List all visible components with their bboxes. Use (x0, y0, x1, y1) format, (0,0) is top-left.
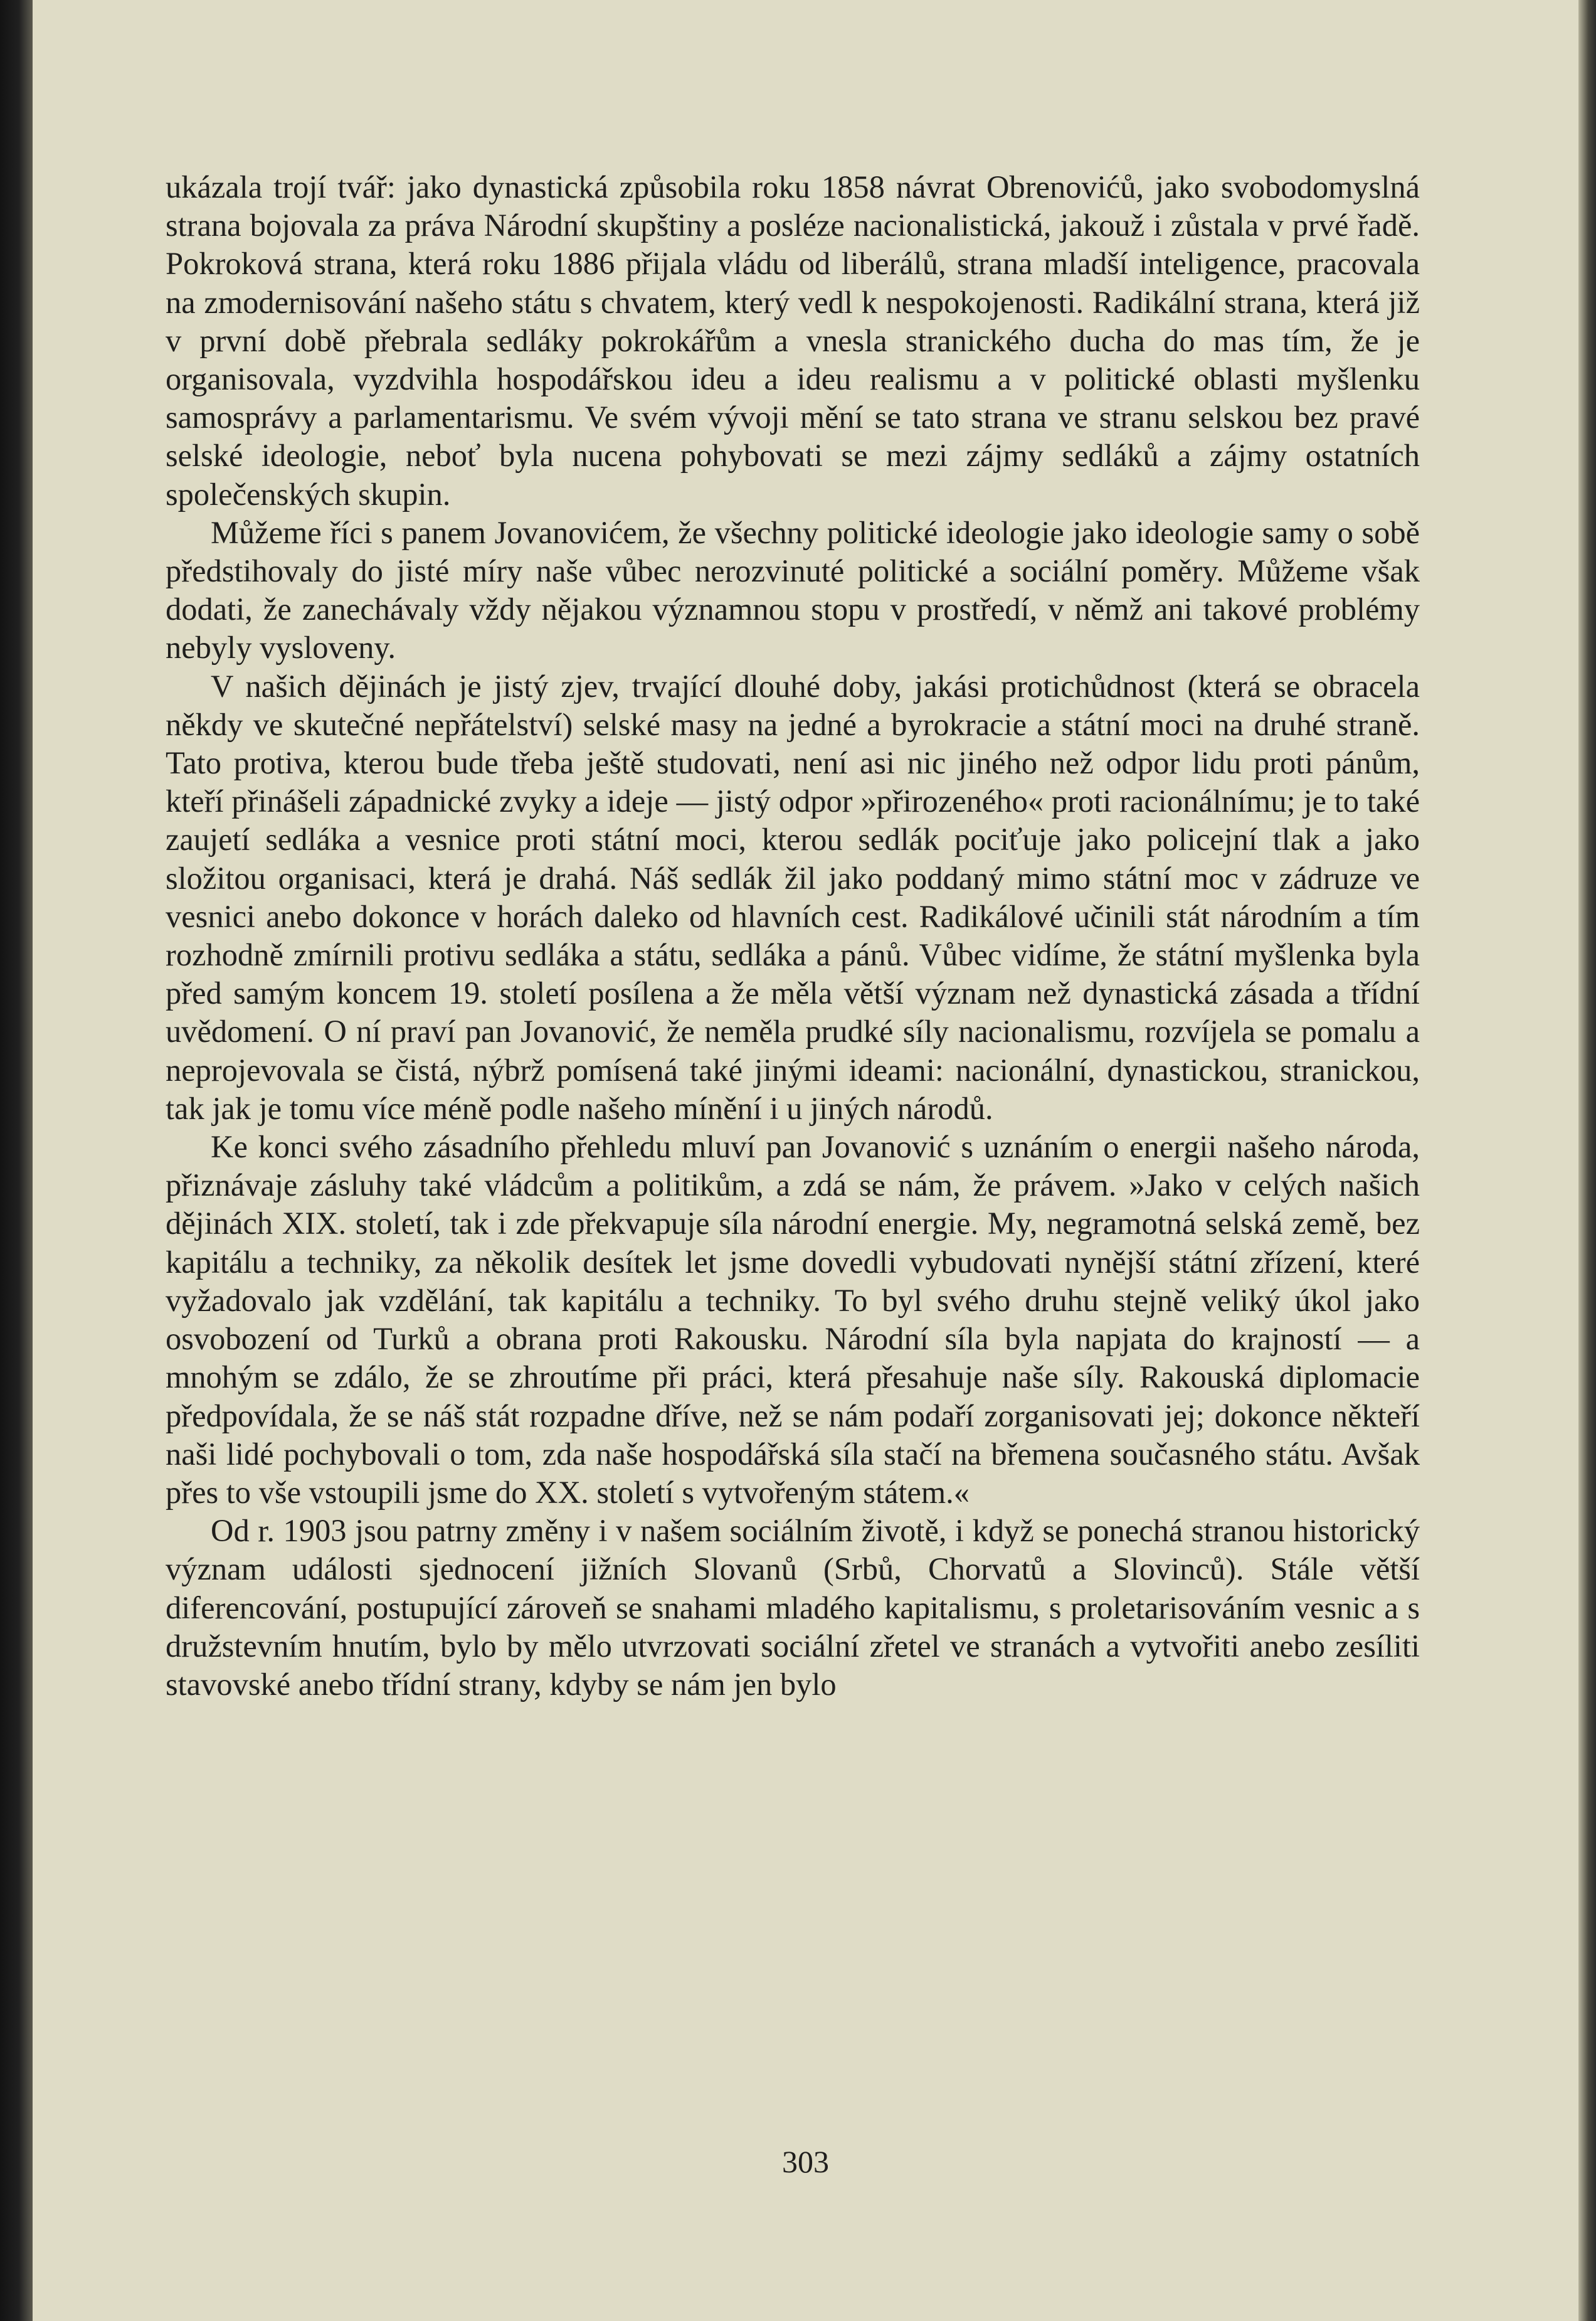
page-number: 303 (782, 2144, 829, 2179)
book-spine-shadow (0, 0, 33, 2321)
book-page (33, 0, 1578, 2321)
paragraph: Můžeme říci s panem Jovanovićem, že všechny politické ideologie jako ideologie samy o sobě předstihovaly do jisté míry naše vůbec nerozvinuté politické a sociální poměry. Můžeme však dodati, že zanechávaly vždy nějakou významnou stopu v prostředí, v němž ani takové problémy nebyly vysloveny. (166, 514, 1420, 666)
paragraph: Ke konci svého zásadního přehledu mluví pan Jovanović s uznáním o energii našeho národa, přiznávaje zásluhy také vládcům a politikům, a zdá se nám, že právem. »Jako v celých našich dějinách XIX. století, tak i zde překvapuje síla národní energie. My, negramotná selská země, bez kapitálu a techniky, za několik desítek let jsme dovedli vybudovati nynější státní zřízení, které vyžadovalo jak vzdělání, tak kapitálu a techniky. To byl svého druhu stejně veliký úkol jako osvobození od Turků a obrana proti Rakousku. Národní síla byla napjata do krajností — a mnohým se zdálo, že se zhroutíme při práci, která přesahuje naše síly. Rakouská diplomacie předpovídala, že se náš stát rozpadne dříve, než se nám podaří zorganisovati jej; dokonce někteří naši lidé pochybovali o tom, zda naše hospodářská síla stačí na břemena současného státu. Avšak přes to vše vstoupili jsme do XX. století s vytvořeným státem.« (166, 1129, 1420, 1510)
paragraph: Od r. 1903 jsou patrny změny i v našem sociálním životě, i když se ponechá stranou historický význam události sjednocení jižních Slovanů (Srbů, Chorvatů a Slovinců). Stále větší diferencování, postupující zároveň se snahami mladého kapitalismu, s proletarisováním vesnic a s družstevním hnutím, bylo by mělo utvrzovati sociální zřetel ve stranách a vytvořiti anebo zesíliti stavovské anebo třídní strany, kdyby se nám jen bylo (166, 1513, 1420, 1702)
body-text (166, 168, 1420, 1704)
paragraph: V našich dějinách je jistý zjev, trvající dlouhé doby, jakási protichůdnost (která se obracela někdy ve skutečné nepřátelství) selské masy na jedné a byrokracie a státní moci na druhé straně. Tato protiva, kterou bude třeba ještě studovati, není asi nic jiného než odpor lidu proti pánům, kteří přinášeli západnické zvyky a ideje — jistý odpor »přirozeného« proti racionálnímu; je to také zaujetí sedláka a vesnice proti státní moci, kterou sedlák pociťuje jako policejní tlak a jako složitou organisaci, která je drahá. Náš sedlák žil jako poddaný mimo státní moc v zádruze ve vesnici anebo dokonce v horách daleko od hlavních cest. Radikálové učinili stát národním a tím rozhodně zmírnili protivu sedláka a státu, sedláka a pánů. Vůbec vidíme, že státní myšlenka byla před samým koncem 19. století posílena a že měla větší význam než dynastická zásada a třídní uvědomení. O ní praví pan Jovanović, že neměla prudké síly nacionalismu, rozvíjela se pomalu a neprojevovala se čistá, nýbrž pomísená také jinými ideami: nacionální, dynastickou, stranickou, tak jak je tomu více méně podle našeho mínění i u jiných národů. (166, 668, 1420, 1126)
paragraph: ukázala trojí tvář: jako dynastická způsobila roku 1858 návrat Obrenovićů, jako svobodomyslná strana bojovala za práva Národní skupštiny a posléze nacionalistická, jakouž i zůstala v prvé řadě. Pokroková strana, která roku 1886 přijala vládu od liberálů, strana mladší inteligence, pracovala na zmodernisování našeho státu s chvatem, který vedl k nespokojenosti. Radikální strana, která již v první době přebrala sedláky pokrokářům a vnesla stranického ducha do mas tím, že je organisovala, vyzdvihla hospodářskou ideu a ideu realismu a v politické oblasti myšlenku samosprávy a parlamentarismu. Ve svém vývoji mění se tato strana ve stranu selskou bez pravé selské ideologie, neboť byla nucena pohybovati se mezi zájmy sedláků a zájmy ostatních společenských skupin. (166, 169, 1420, 512)
page-edge-shadow (1578, 0, 1596, 2321)
